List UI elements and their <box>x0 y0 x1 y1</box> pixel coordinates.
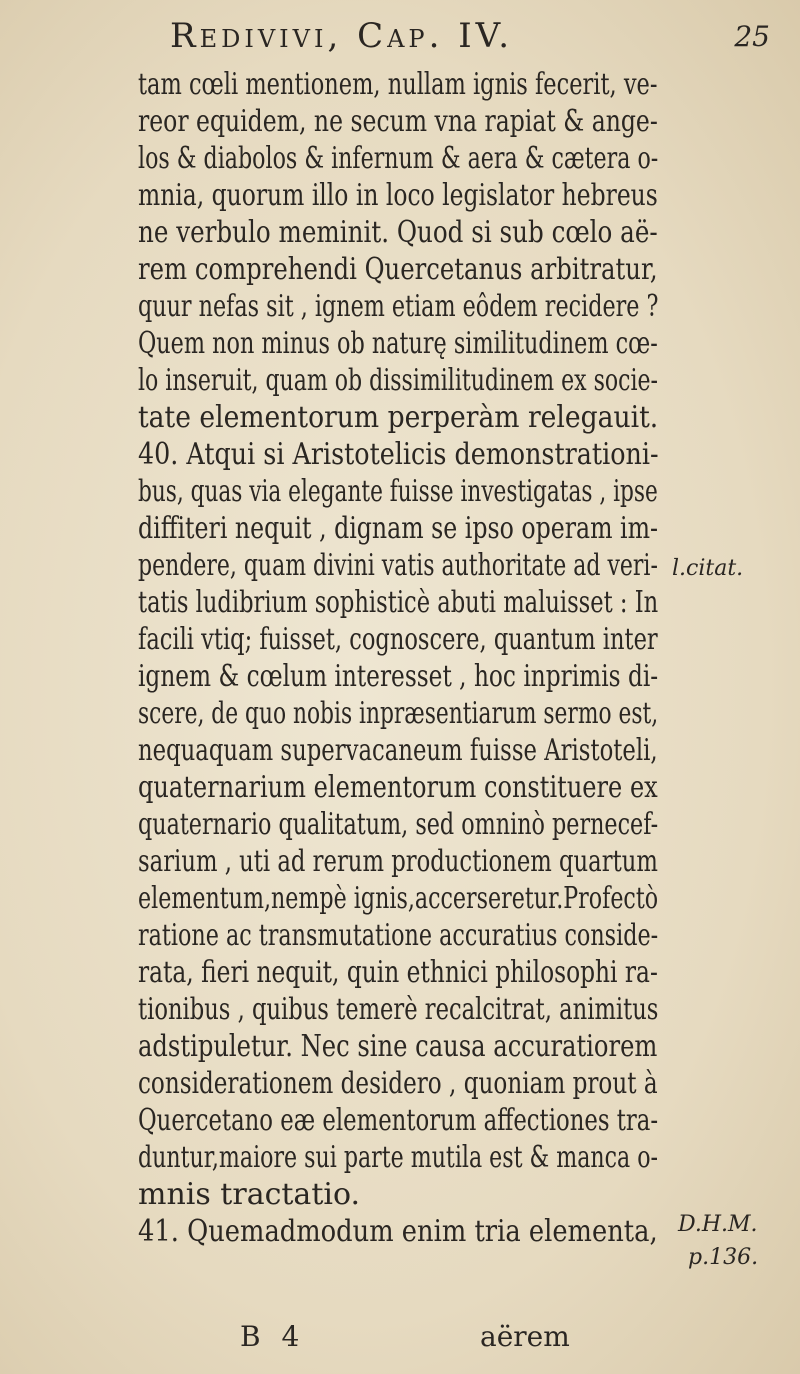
text-line: quaternario qualitatum, sed omninò pernecef- <box>138 807 659 842</box>
text-line: diffiteri nequit , dignam se ipso operam im- <box>138 511 659 546</box>
text-line: tionibus , quibus temerè recalcitrat, animitus <box>138 992 659 1027</box>
page-number: 25 <box>734 20 770 53</box>
body-text <box>138 66 658 1250</box>
text-line: tam cœli mentionem, nullam ignis fecerit, ve- <box>138 67 658 102</box>
text-line: elementum,nempè ignis,accerseretur.Profectò <box>138 881 659 916</box>
text-line: reor equidem, ne secum vna rapiat & ange- <box>138 104 658 139</box>
text-line: adstipuletur. Nec sine causa accuratiorem <box>138 1029 658 1064</box>
text-line: tatis ludibrium sophisticè abuti maluisset : In <box>138 585 659 620</box>
text-line: ignem & cœlum interesset , hoc inprimis di- <box>138 659 659 694</box>
text-line: bus, quas via elegante fuisse investigatas , ipse <box>138 474 658 509</box>
margin-note: l.citat. <box>672 556 744 581</box>
text-line: quur nefas sit , ignem etiam eôdem recidere ? <box>138 289 659 324</box>
text-line: rata, fieri nequit, quin ethnici philosophi ra- <box>138 955 658 990</box>
catchword: aërem <box>480 1320 570 1353</box>
text-line: Quercetano eæ elementorum affectiones tra- <box>138 1103 659 1138</box>
text-line: mnia, quorum illo in loco legislator hebreus <box>138 178 658 213</box>
signature-mark: B 4 <box>240 1320 306 1353</box>
text-line: 40. Atqui si Aristotelicis demonstrationi- <box>138 437 659 472</box>
text-line: los & diabolos & infernum & aera & cætera o- <box>138 141 659 176</box>
text-line: nequaquam supervacaneum fuisse Aristoteli, <box>138 733 658 768</box>
text-line: sarium , uti ad rerum productionem quartum <box>138 844 658 879</box>
margin-note: D.H.M. <box>678 1212 758 1237</box>
text-line: Quem non minus ob naturę similitudinem cœ- <box>138 326 658 361</box>
text-line: considerationem desidero , quoniam prout à <box>138 1066 658 1101</box>
text-line: pendere, quam divini vatis authoritate ad veri- <box>138 548 658 583</box>
margin-notes <box>672 0 800 1374</box>
margin-note: p.136. <box>688 1245 759 1270</box>
text-line: scere, de quo nobis inpræsentiarum sermo est, <box>138 696 659 731</box>
text-line: tate elementorum perperàm relegauit. <box>138 400 659 435</box>
text-line: mnis tractatio. <box>138 1177 361 1212</box>
text-line: facili vtiq; fuisset, cognoscere, quantum inter <box>138 622 658 657</box>
page-footer <box>240 1320 710 1360</box>
text-line: ne verbulo meminit. Quod si sub cœlo aë- <box>138 215 658 250</box>
text-line: ratione ac transmutatione accuratius conside- <box>138 918 659 953</box>
text-line: duntur,maiore sui parte mutila est & manca o- <box>138 1140 658 1175</box>
text-line: quaternarium elementorum constituere ex <box>138 770 658 805</box>
running-title: Redivivi, Cap. IV. <box>170 16 514 56</box>
text-line: rem comprehendi Quercetanus arbitratur, <box>138 252 658 287</box>
text-line: lo inseruit, quam ob dissimilitudinem ex socie- <box>138 363 659 398</box>
text-line: 41. Quemadmodum enim tria elementa, <box>138 1214 658 1249</box>
